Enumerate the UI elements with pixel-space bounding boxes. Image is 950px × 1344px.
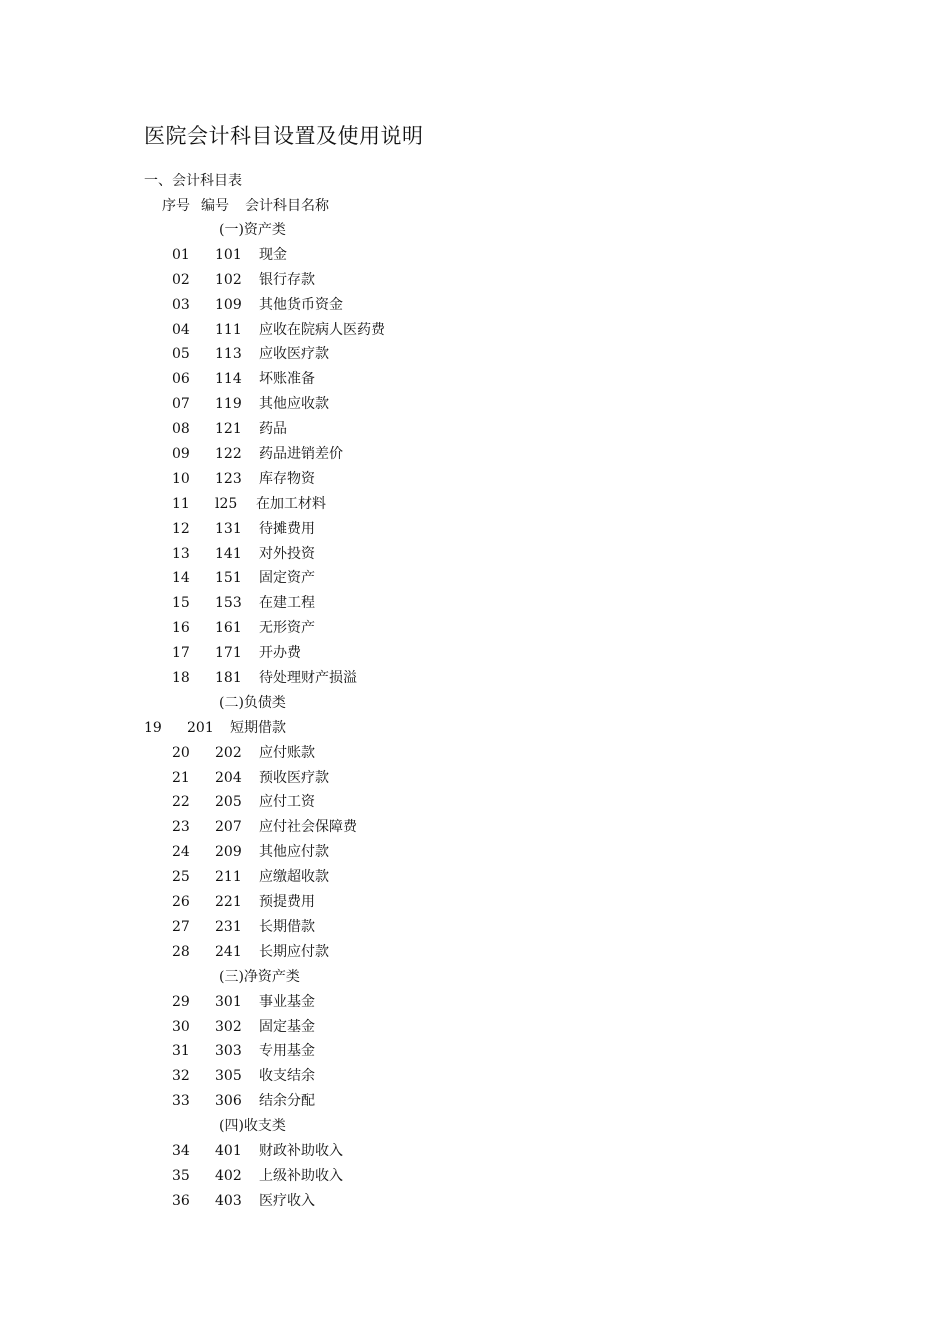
row-name: 开办费 bbox=[259, 645, 301, 662]
row-name: 固定基金 bbox=[259, 1018, 315, 1035]
row-name: 预收医疗款 bbox=[259, 769, 329, 786]
table-row bbox=[0, 1166, 950, 1191]
row-name: 药品 bbox=[259, 421, 287, 438]
table-row bbox=[0, 842, 950, 867]
table-row bbox=[0, 1041, 950, 1066]
row-seq: 18 bbox=[172, 670, 190, 687]
table-row bbox=[0, 743, 950, 768]
row-code: 113 bbox=[215, 346, 242, 363]
row-code: 302 bbox=[215, 1018, 242, 1035]
header-name: 会计科目名称 bbox=[245, 198, 329, 214]
row-seq: 22 bbox=[172, 794, 190, 811]
document-title: 医院会计科目设置及使用说明 bbox=[144, 124, 424, 148]
row-seq: 03 bbox=[172, 296, 190, 313]
row-name: 应收医疗款 bbox=[259, 346, 329, 363]
row-seq: 30 bbox=[172, 1018, 190, 1035]
row-code: 205 bbox=[215, 794, 242, 811]
table-row bbox=[0, 892, 950, 917]
row-code: 102 bbox=[215, 271, 242, 288]
table-row bbox=[0, 469, 950, 494]
row-name: 其他货币资金 bbox=[259, 296, 343, 313]
row-seq: 25 bbox=[172, 869, 190, 886]
table-row bbox=[0, 643, 950, 668]
row-code: 306 bbox=[215, 1093, 242, 1110]
category-row bbox=[0, 220, 950, 245]
row-code: l25 bbox=[215, 495, 238, 512]
row-seq: 17 bbox=[172, 645, 190, 662]
table-row bbox=[0, 295, 950, 320]
category-row bbox=[0, 967, 950, 992]
row-seq: 09 bbox=[172, 446, 190, 463]
row-code: 303 bbox=[215, 1043, 242, 1060]
row-name: 专用基金 bbox=[259, 1043, 315, 1060]
row-code: 109 bbox=[215, 296, 242, 313]
table-row bbox=[0, 992, 950, 1017]
table-row bbox=[0, 917, 950, 942]
table-row bbox=[0, 1066, 950, 1091]
row-code: 403 bbox=[215, 1192, 242, 1209]
row-name: 医疗收入 bbox=[259, 1192, 315, 1209]
table-row bbox=[0, 568, 950, 593]
row-code: 161 bbox=[215, 620, 242, 637]
row-seq: 19 bbox=[144, 719, 162, 736]
table-row bbox=[0, 320, 950, 345]
row-seq: 29 bbox=[172, 993, 190, 1010]
row-seq: 32 bbox=[172, 1068, 190, 1085]
section-heading: 一、会计科目表 bbox=[144, 173, 242, 189]
row-code: 401 bbox=[215, 1142, 242, 1159]
row-name: 应缴超收款 bbox=[259, 869, 329, 886]
row-code: 153 bbox=[215, 595, 242, 612]
row-code: 131 bbox=[215, 520, 242, 537]
table-header bbox=[144, 195, 644, 215]
table-row bbox=[0, 394, 950, 419]
row-seq: 33 bbox=[172, 1093, 190, 1110]
row-name: 长期应付款 bbox=[259, 943, 329, 960]
table-row bbox=[0, 817, 950, 842]
row-name: 银行存款 bbox=[259, 271, 315, 288]
row-seq: 02 bbox=[172, 271, 190, 288]
row-name: 收支结余 bbox=[259, 1068, 315, 1085]
row-name: 待处理财产损溢 bbox=[259, 670, 357, 687]
row-name: 现金 bbox=[259, 246, 287, 263]
category-row bbox=[0, 1116, 950, 1141]
row-seq: 06 bbox=[172, 371, 190, 388]
table-row bbox=[0, 942, 950, 967]
row-seq: 10 bbox=[172, 470, 190, 487]
row-name: 事业基金 bbox=[259, 993, 315, 1010]
row-seq: 08 bbox=[172, 421, 190, 438]
row-code: 123 bbox=[215, 470, 242, 487]
row-code: 101 bbox=[215, 246, 242, 263]
row-name: 在加工材料 bbox=[256, 495, 326, 512]
row-code: 301 bbox=[215, 993, 242, 1010]
category-row bbox=[0, 693, 950, 718]
table-row bbox=[0, 593, 950, 618]
table-row bbox=[0, 419, 950, 444]
row-name: 其他应付款 bbox=[259, 844, 329, 861]
category-label: (一)资产类 bbox=[219, 222, 286, 238]
table-row bbox=[0, 519, 950, 544]
table-row bbox=[0, 369, 950, 394]
row-seq: 01 bbox=[172, 246, 190, 263]
category-label: (三)净资产类 bbox=[219, 968, 300, 985]
table-row bbox=[0, 344, 950, 369]
header-seq: 序号 bbox=[162, 198, 190, 214]
row-seq: 34 bbox=[172, 1142, 190, 1159]
row-name: 坏账准备 bbox=[259, 371, 315, 388]
row-seq: 24 bbox=[172, 844, 190, 861]
row-name: 药品进销差价 bbox=[259, 446, 343, 463]
table-row bbox=[0, 768, 950, 793]
table-row bbox=[0, 718, 950, 743]
row-seq: 23 bbox=[172, 819, 190, 836]
row-code: 209 bbox=[215, 844, 242, 861]
row-name: 对外投资 bbox=[259, 545, 315, 562]
row-seq: 26 bbox=[172, 894, 190, 911]
row-name: 预提费用 bbox=[259, 894, 315, 911]
row-seq: 05 bbox=[172, 346, 190, 363]
table-row bbox=[0, 494, 950, 519]
account-table bbox=[0, 220, 950, 1216]
row-name: 应付账款 bbox=[259, 744, 315, 761]
row-seq: 35 bbox=[172, 1167, 190, 1184]
table-row bbox=[0, 544, 950, 569]
row-seq: 21 bbox=[172, 769, 190, 786]
row-seq: 15 bbox=[172, 595, 190, 612]
row-name: 应收在院病人医药费 bbox=[259, 321, 385, 338]
table-row bbox=[0, 867, 950, 892]
row-code: 114 bbox=[215, 371, 242, 388]
header-code: 编号 bbox=[201, 198, 229, 214]
table-row bbox=[0, 792, 950, 817]
row-code: 231 bbox=[215, 918, 242, 935]
row-name: 结余分配 bbox=[259, 1093, 315, 1110]
row-name: 上级补助收入 bbox=[259, 1167, 343, 1184]
table-row bbox=[0, 444, 950, 469]
row-seq: 13 bbox=[172, 545, 190, 562]
row-name: 固定资产 bbox=[259, 570, 315, 587]
row-name: 长期借款 bbox=[259, 918, 315, 935]
row-name: 无形资产 bbox=[259, 620, 315, 637]
row-code: 207 bbox=[215, 819, 242, 836]
table-row bbox=[0, 1091, 950, 1116]
row-name: 短期借款 bbox=[230, 719, 286, 736]
row-name: 在建工程 bbox=[259, 595, 315, 612]
table-row bbox=[0, 1191, 950, 1216]
row-code: 181 bbox=[215, 670, 242, 687]
table-row bbox=[0, 245, 950, 270]
row-name: 应付社会保障费 bbox=[259, 819, 357, 836]
category-label: (二)负债类 bbox=[219, 694, 286, 711]
row-seq: 27 bbox=[172, 918, 190, 935]
row-seq: 28 bbox=[172, 943, 190, 960]
table-row bbox=[0, 618, 950, 643]
row-seq: 04 bbox=[172, 321, 190, 338]
row-seq: 31 bbox=[172, 1043, 190, 1060]
table-row bbox=[0, 1141, 950, 1166]
row-name: 其他应收款 bbox=[259, 396, 329, 413]
row-seq: 14 bbox=[172, 570, 190, 587]
row-code: 305 bbox=[215, 1068, 242, 1085]
row-seq: 36 bbox=[172, 1192, 190, 1209]
row-name: 待摊费用 bbox=[259, 520, 315, 537]
table-row bbox=[0, 1017, 950, 1042]
row-code: 119 bbox=[215, 396, 242, 413]
row-code: 151 bbox=[215, 570, 242, 587]
row-seq: 07 bbox=[172, 396, 190, 413]
table-row bbox=[0, 668, 950, 693]
row-code: 241 bbox=[215, 943, 242, 960]
row-seq: 20 bbox=[172, 744, 190, 761]
row-code: 122 bbox=[215, 446, 242, 463]
table-row bbox=[0, 270, 950, 295]
row-code: 171 bbox=[215, 645, 242, 662]
row-code: 111 bbox=[215, 321, 242, 338]
category-label: (四)收支类 bbox=[219, 1118, 286, 1135]
row-code: 211 bbox=[215, 869, 242, 886]
row-name: 应付工资 bbox=[259, 794, 315, 811]
row-code: 201 bbox=[187, 719, 214, 736]
row-seq: 11 bbox=[172, 495, 190, 512]
row-name: 财政补助收入 bbox=[259, 1142, 343, 1159]
row-code: 402 bbox=[215, 1167, 242, 1184]
row-name: 库存物资 bbox=[259, 470, 315, 487]
row-code: 141 bbox=[215, 545, 242, 562]
row-seq: 12 bbox=[172, 520, 190, 537]
row-code: 121 bbox=[215, 421, 242, 438]
row-code: 202 bbox=[215, 744, 242, 761]
row-code: 204 bbox=[215, 769, 242, 786]
row-code: 221 bbox=[215, 894, 242, 911]
row-seq: 16 bbox=[172, 620, 190, 637]
